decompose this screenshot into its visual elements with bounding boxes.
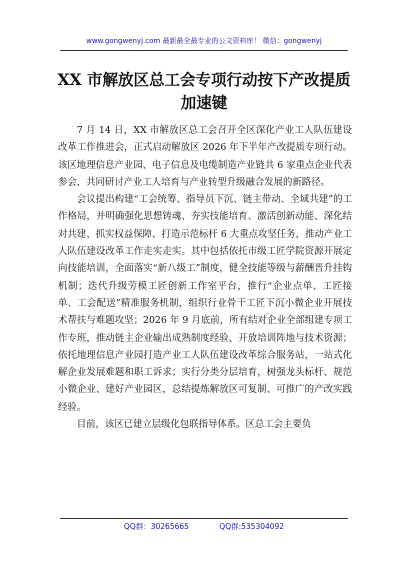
paragraph-3: 目前，该区已建立层级化包联指导体系。区总工会主要负 bbox=[76, 419, 312, 431]
document-body bbox=[58, 122, 352, 433]
header-banner: www.gongwenyj.com 最新最全最专业的公文资料库！ 微信：gongwenyj bbox=[86, 37, 322, 45]
footer-divider bbox=[60, 518, 348, 519]
document-title: XX 市解放区总工会专项行动按下产改提质加速键 bbox=[57, 70, 351, 112]
header-divider bbox=[60, 50, 348, 51]
footer-qq-group-2: QQ群:535304092 bbox=[219, 522, 285, 531]
footer-qq-group-1: QQ群：30265665 bbox=[123, 522, 189, 531]
footer-banner bbox=[60, 522, 348, 532]
paragraph-2: 会议提出构建“工会统筹、指导员下沉、链主带动、全域共建”的工作格局，并明确强化思想铸魂、夯实技能培育、激活创新动能、深化结对共建、抓实权益保障、打造示范标杆 6 大重点攻坚任务，推动产业工人队伍建设改革工作走实走实。其中包括依托市级工匠学院资源开展定向技能培训，全面落实“新八级工”制度，健全技能等级与薪酬晋升挂钩机制；迭代升级劳模工匠创新工作室平台，推行“企业点单、工匠接单、工会配送”精准服务机制，组织行业骨干工匠下沉小微企业开展技术帮扶与难题攻坚；2026 年 9 月底前，所有结对企业全部组建专项工作专班，推动链主企业输出成熟制度经验、开放培训阵地与技术资源；依托地理信息产业园打造产业工人队伍建设改革综合服务站，一站式化解企业发展难题和职工诉求；实行分类分层培育，树强龙头标杆、规范小微企业、建好产业园区，总结提炼解放区可复制、可推广的产改实践经验。 bbox=[58, 194, 352, 413]
paragraph-1: 7 月 14 日，XX 市解放区总工会召开全区深化产业工人队伍建设改革工作推进会，正式启动解放区 2026 年下半年产改提质专项行动。该区地理信息产业园、电子信息及电缆制造产业链共 6 家重点企业代表参会，共同研讨产业工人培育与产业转型升级融合发展的新路径。 bbox=[58, 125, 352, 188]
